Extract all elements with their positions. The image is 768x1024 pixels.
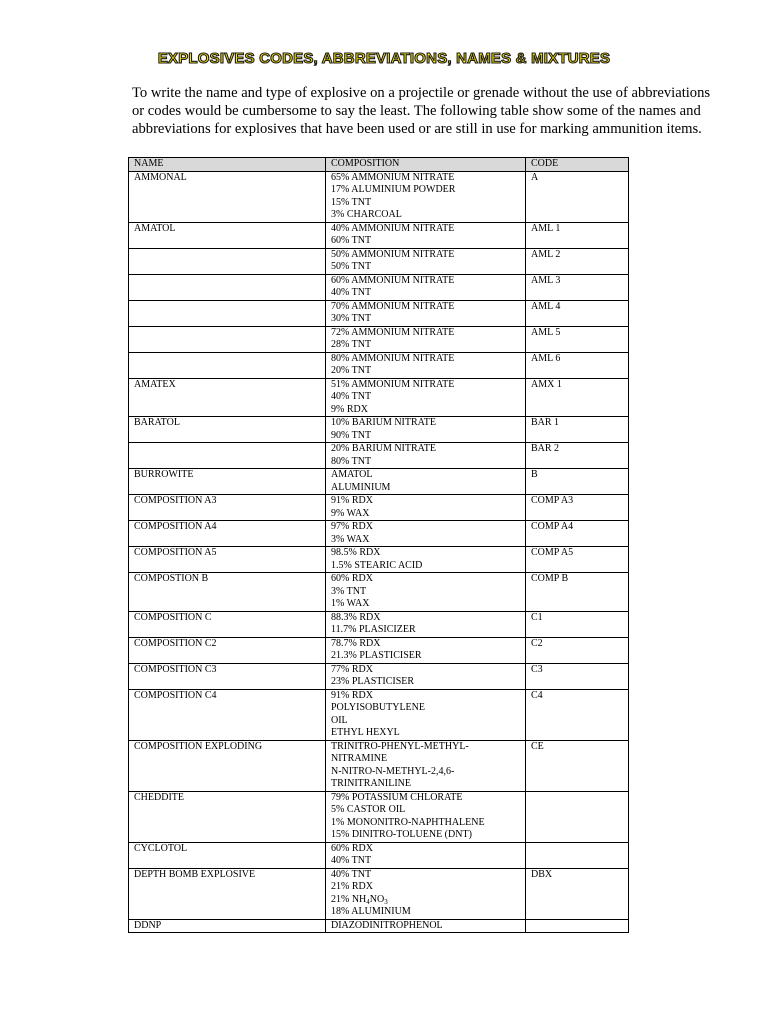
cell-name: CYCLOTOL <box>129 842 326 868</box>
composition-line: 91% RDX <box>331 689 373 701</box>
cell-name: COMPOSITION A4 <box>129 521 326 547</box>
cell-composition <box>326 842 526 868</box>
cell-composition <box>326 378 526 417</box>
cell-code <box>526 919 629 933</box>
composition-line: 97% RDX <box>331 521 373 532</box>
cell-composition <box>326 919 526 933</box>
composition-line: POLYISOBUTYLENE <box>331 702 425 713</box>
cell-code: AML 1 <box>526 222 629 248</box>
cell-composition <box>326 611 526 637</box>
composition-line: 5% CASTOR OIL <box>331 804 406 815</box>
cell-name: DEPTH BOMB EXPLOSIVE <box>129 868 326 919</box>
cell-name: COMPOSITION C4 <box>129 689 326 740</box>
table-row <box>129 378 629 417</box>
table-row <box>129 740 629 791</box>
cell-code: AML 2 <box>526 248 629 274</box>
cell-composition <box>326 495 526 521</box>
composition-line: 88.3% RDX <box>331 611 381 623</box>
composition-line: NITRAMINE <box>331 753 388 764</box>
composition-line: 40% TNT <box>331 855 372 866</box>
cell-name: COMPOSITION EXPLODING <box>129 740 326 791</box>
composition-line: N-NITRO-N-METHYL-2,4,6- <box>331 765 455 777</box>
document-title: EXPLOSIVES CODES, ABBREVIATIONS, NAMES & MIXTURES <box>157 50 611 67</box>
cell-composition <box>326 222 526 248</box>
cell-composition <box>326 417 526 443</box>
composition-line: 1% MONONITRO-NAPHTHALENE <box>331 816 485 828</box>
composition-line: 21% RDX <box>331 881 373 892</box>
composition-line: 91% RDX <box>331 495 373 506</box>
chemical-text: NO <box>369 893 385 905</box>
composition-line: 3% WAX <box>331 533 370 545</box>
composition-line: 1% WAX <box>331 598 370 609</box>
cell-code: COMP A3 <box>526 495 629 521</box>
composition-line: TRINITRO-PHENYL-METHYL- <box>331 740 469 752</box>
cell-code: COMP A4 <box>526 521 629 547</box>
table-row <box>129 222 629 248</box>
cell-name <box>129 443 326 469</box>
composition-line: 20% TNT <box>331 365 372 376</box>
cell-composition <box>326 521 526 547</box>
composition-line: DIAZODINITROPHENOL <box>331 919 443 931</box>
chemical-subscript: 3 <box>384 897 388 906</box>
cell-composition <box>326 300 526 326</box>
cell-code: AMX 1 <box>526 378 629 417</box>
cell-code: AML 3 <box>526 274 629 300</box>
table-row <box>129 469 629 495</box>
cell-composition <box>326 274 526 300</box>
composition-line: 17% ALUMINIUM POWDER <box>331 184 456 195</box>
composition-line: 78.7% RDX <box>331 637 381 649</box>
cell-name: COMPOSITION C2 <box>129 637 326 663</box>
composition-line: 20% BARIUM NITRATE <box>331 443 436 454</box>
composition-line: 15% TNT <box>331 196 372 208</box>
table-row <box>129 352 629 378</box>
cell-name: COMPOSITION A5 <box>129 547 326 573</box>
composition-line: 65% AMMONIUM NITRATE <box>331 171 455 183</box>
explosives-table <box>128 157 629 933</box>
composition-line: 80% TNT <box>331 455 372 467</box>
header-composition: COMPOSITION <box>326 158 526 172</box>
composition-line: 15% DINITRO-TOLUENE (DNT) <box>331 829 472 840</box>
cell-name: BARATOL <box>129 417 326 443</box>
cell-code: CE <box>526 740 629 791</box>
cell-name: COMPOSITION C <box>129 611 326 637</box>
composition-line: 30% TNT <box>331 313 372 324</box>
composition-line: 3% CHARCOAL <box>331 209 402 220</box>
cell-composition <box>326 469 526 495</box>
composition-line: 40% AMMONIUM NITRATE <box>331 222 455 234</box>
cell-code: AML 5 <box>526 326 629 352</box>
cell-composition <box>326 171 526 222</box>
composition-line: 90% TNT <box>331 429 372 441</box>
table-row <box>129 791 629 842</box>
composition-line: 9% WAX <box>331 507 370 519</box>
table-row <box>129 842 629 868</box>
cell-code: BAR 2 <box>526 443 629 469</box>
table-row <box>129 611 629 637</box>
chemical-text: 21% NH <box>331 893 367 905</box>
composition-line: AMATOL <box>331 469 373 480</box>
intro-paragraph: To write the name and type of explosive on a projectile or grenade without the use of abbreviations or codes would be cumbersome to say the least. The following table show some of the names and abbreviations for explosives that have been used or are still in use for marking ammunition items. <box>132 85 711 138</box>
cell-code: DBX <box>526 868 629 919</box>
composition-line: 23% PLASTICISER <box>331 676 415 687</box>
cell-code: BAR 1 <box>526 417 629 443</box>
table-header-row <box>129 158 629 172</box>
cell-code: AML 4 <box>526 300 629 326</box>
cell-name <box>129 248 326 274</box>
composition-line: 60% RDX <box>331 573 373 584</box>
table-row <box>129 521 629 547</box>
cell-composition <box>326 663 526 689</box>
cell-code: A <box>526 171 629 222</box>
table-row <box>129 663 629 689</box>
cell-code: C4 <box>526 689 629 740</box>
table-row <box>129 547 629 573</box>
cell-name <box>129 352 326 378</box>
cell-composition <box>326 637 526 663</box>
table-row <box>129 443 629 469</box>
composition-line <box>331 894 520 907</box>
cell-name: CHEDDITE <box>129 791 326 842</box>
cell-name <box>129 300 326 326</box>
table-row <box>129 689 629 740</box>
composition-line: 40% TNT <box>331 868 372 880</box>
composition-line: TRINITRANILINE <box>331 778 411 789</box>
cell-name: AMATEX <box>129 378 326 417</box>
composition-line: ETHYL HEXYL <box>331 727 400 738</box>
cell-composition <box>326 248 526 274</box>
cell-code: COMP B <box>526 573 629 612</box>
composition-line: 50% TNT <box>331 261 372 272</box>
composition-line: 10% BARIUM NITRATE <box>331 417 436 428</box>
composition-line: 72% AMMONIUM NITRATE <box>331 326 455 338</box>
cell-name: COMPOSTION B <box>129 573 326 612</box>
composition-line: 79% POTASSIUM CHLORATE <box>331 791 463 803</box>
header-name: NAME <box>129 158 326 172</box>
cell-composition <box>326 326 526 352</box>
table-row <box>129 326 629 352</box>
table-row <box>129 495 629 521</box>
composition-line: 11.7% PLASICIZER <box>331 624 416 635</box>
table-row <box>129 171 629 222</box>
cell-composition <box>326 689 526 740</box>
cell-code: C3 <box>526 663 629 689</box>
composition-line: 80% AMMONIUM NITRATE <box>331 352 455 364</box>
composition-line: 28% TNT <box>331 339 372 350</box>
cell-name: BURROWITE <box>129 469 326 495</box>
composition-line: 40% TNT <box>331 287 372 298</box>
table-row <box>129 274 629 300</box>
table-row <box>129 248 629 274</box>
cell-composition <box>326 443 526 469</box>
composition-line: 9% RDX <box>331 403 368 415</box>
cell-code <box>526 791 629 842</box>
cell-name: AMMONAL <box>129 171 326 222</box>
composition-line: 50% AMMONIUM NITRATE <box>331 248 455 260</box>
cell-composition <box>326 868 526 919</box>
cell-composition <box>326 740 526 791</box>
table-row <box>129 919 629 933</box>
composition-line: 98.5% RDX <box>331 547 381 558</box>
cell-name <box>129 326 326 352</box>
table-row <box>129 637 629 663</box>
composition-line: 60% AMMONIUM NITRATE <box>331 274 455 286</box>
composition-line: 77% RDX <box>331 663 373 675</box>
cell-code <box>526 842 629 868</box>
table-row <box>129 868 629 919</box>
cell-code: C1 <box>526 611 629 637</box>
table-row <box>129 573 629 612</box>
cell-code: AML 6 <box>526 352 629 378</box>
cell-composition <box>326 352 526 378</box>
composition-line: 51% AMMONIUM NITRATE <box>331 378 455 390</box>
table-row <box>129 417 629 443</box>
composition-line: OIL <box>331 714 348 726</box>
composition-line: 21.3% PLASTICISER <box>331 650 422 661</box>
composition-line: 18% ALUMINIUM <box>331 906 411 917</box>
cell-name <box>129 274 326 300</box>
composition-line: 1.5% STEARIC ACID <box>331 559 423 571</box>
cell-composition <box>326 791 526 842</box>
cell-name: AMATOL <box>129 222 326 248</box>
cell-composition <box>326 573 526 612</box>
composition-line: 3% TNT <box>331 585 367 597</box>
cell-code: B <box>526 469 629 495</box>
composition-line: 40% TNT <box>331 391 372 402</box>
table-row <box>129 300 629 326</box>
cell-composition <box>326 547 526 573</box>
composition-line: 60% RDX <box>331 842 373 854</box>
cell-code: COMP A5 <box>526 547 629 573</box>
cell-name: DDNP <box>129 919 326 933</box>
cell-name: COMPOSITION C3 <box>129 663 326 689</box>
composition-line: 70% AMMONIUM NITRATE <box>331 300 455 312</box>
composition-line: ALUMINIUM <box>331 481 391 493</box>
cell-code: C2 <box>526 637 629 663</box>
header-code: CODE <box>526 158 629 172</box>
cell-name: COMPOSITION A3 <box>129 495 326 521</box>
composition-line: 60% TNT <box>331 235 372 246</box>
table-body <box>129 171 629 933</box>
chemical-subscript: 4 <box>366 897 370 906</box>
